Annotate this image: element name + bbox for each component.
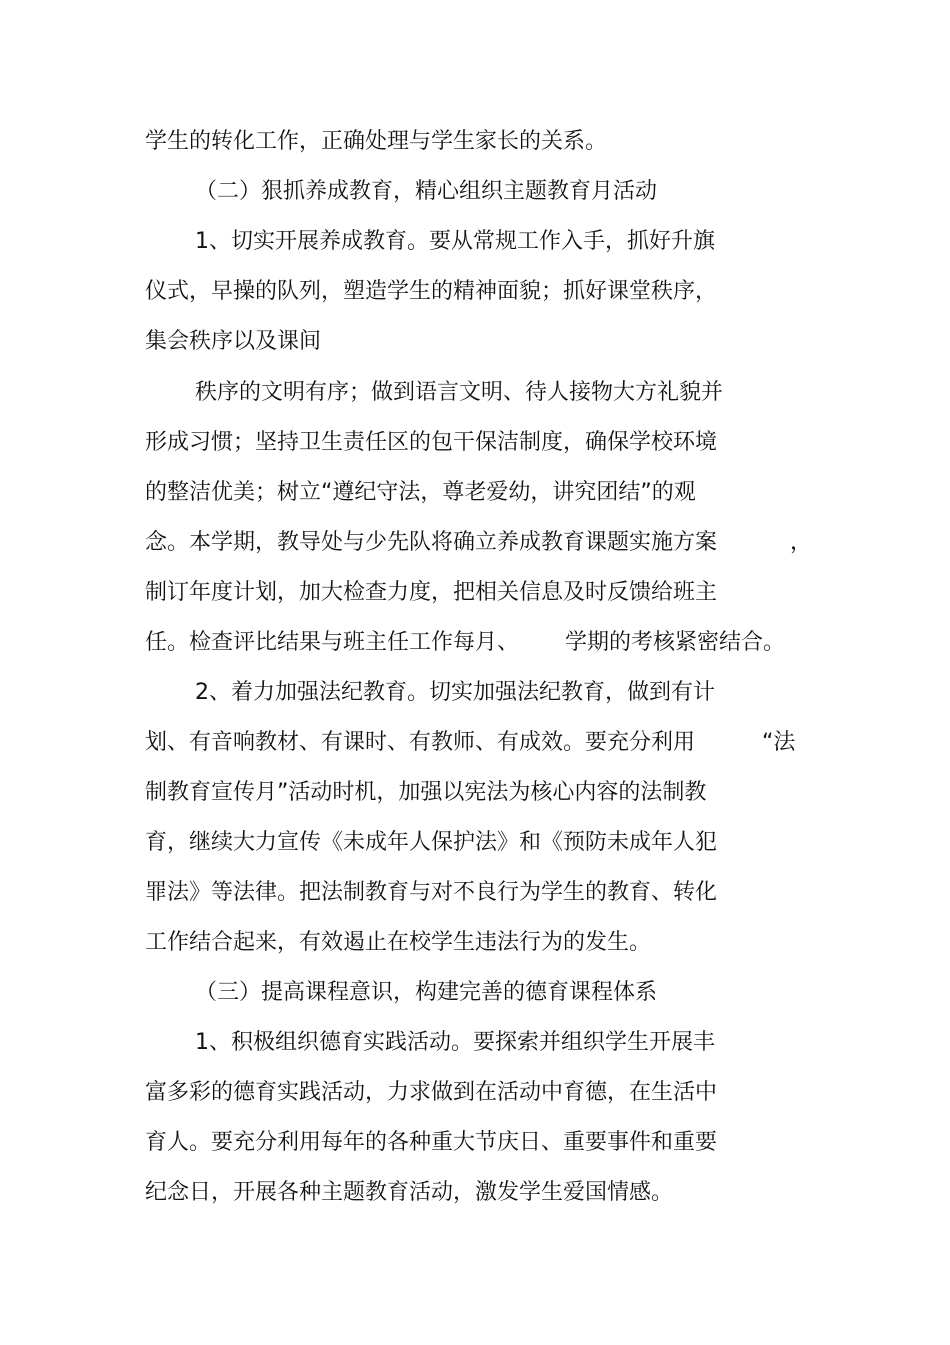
text-line: 学生的转化工作，正确处理与学生家长的关系。	[145, 129, 608, 154]
text-line: 育人。要充分利用每年的各种重大节庆日、重要事件和重要	[145, 1130, 718, 1155]
text-line: 集会秩序以及课间	[145, 329, 322, 354]
text-line: 制教育宣传月”活动时机，加强以宪法为核心内容的法制教	[145, 780, 707, 805]
text-line: 育，继续大力宣传《未成年人保护法》和《预防未成年人犯	[145, 830, 718, 855]
text-line: 1、切实开展养成教育。要从常规工作入手，抓好升旗	[195, 229, 715, 254]
stray-comma: ，	[790, 530, 813, 555]
text-line: 富多彩的德育实践活动，力求做到在活动中育德，在生活中	[145, 1080, 718, 1105]
section-heading: （三）提高课程意识，构建完善的德育课程体系	[195, 980, 658, 1005]
text-line: 2、着力加强法纪教育。切实加强法纪教育，做到有计	[195, 680, 715, 705]
text-line: 念。本学期，教导处与少先队将确立养成教育课题实施方案	[145, 530, 718, 555]
text-line: 划、有音响教材、有课时、有教师、有成效。要充分利用	[145, 730, 696, 755]
text-line: 形成习惯；坚持卫生责任区的包干保洁制度，确保学校环境	[145, 430, 718, 455]
text-line: 纪念日，开展各种主题教育活动，激发学生爱国情感。	[145, 1180, 674, 1205]
text-line: 1、积极组织德育实践活动。要探索并组织学生开展丰	[195, 1030, 715, 1055]
text-line: 罪法》等法律。把法制教育与对不良行为学生的教育、转化	[145, 880, 718, 905]
text-line-fragment: 学期的考核紧密结合。	[565, 630, 786, 655]
text-line: 工作结合起来，有效遏止在校学生违法行为的发生。	[145, 930, 652, 955]
text-line: 制订年度计划，加大检查力度，把相关信息及时反馈给班主	[145, 580, 718, 605]
section-heading: （二）狠抓养成教育，精心组织主题教育月活动	[195, 179, 658, 204]
text-line: 任。检查评比结果与班主任工作每月、	[145, 630, 520, 655]
text-line: 仪式，早操的队列，塑造学生的精神面貌；抓好课堂秩序，	[145, 279, 718, 304]
text-line: 秩序的文明有序；做到语言文明、待人接物大方礼貌并	[195, 380, 724, 405]
text-line: 的整洁优美；树立“遵纪守法，尊老爱幼，讲究团结”的观	[145, 480, 696, 505]
text-line-fragment: “法	[762, 730, 796, 755]
